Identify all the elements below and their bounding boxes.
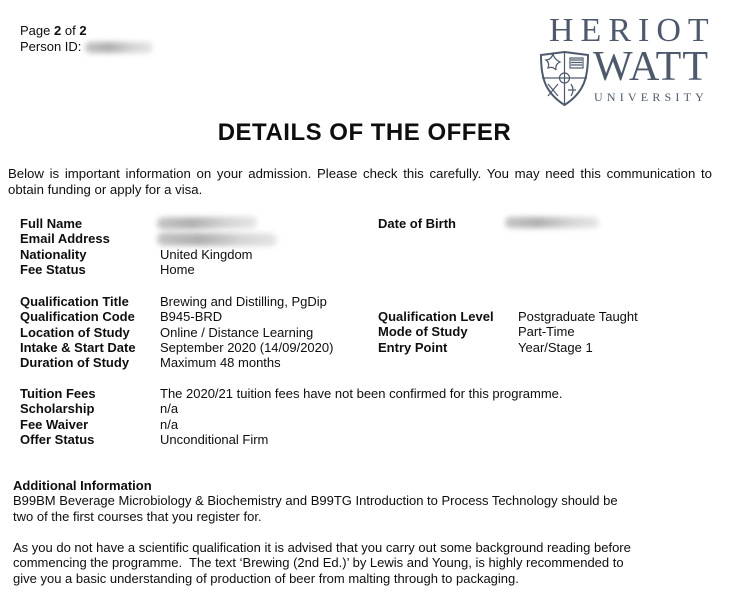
field-row-entry xyxy=(378,340,723,355)
personal-details-right-section xyxy=(378,216,718,231)
closing-paragraph xyxy=(13,540,718,586)
field-value: Unconditional Firm xyxy=(160,432,269,448)
field-value: United Kingdom xyxy=(160,246,253,262)
additional-info-heading: Additional Information xyxy=(13,478,152,493)
field-label: Offer Status xyxy=(20,432,95,448)
full-name-redacted-value xyxy=(157,216,257,229)
closing-line: give you a basic understanding of production of beer from malting through to packaging. xyxy=(13,570,519,586)
field-row-tuition xyxy=(20,386,720,401)
email-redacted-value xyxy=(157,233,277,247)
field-row-mode xyxy=(378,324,723,339)
field-label: Nationality xyxy=(20,246,87,262)
field-row-fee-waiver xyxy=(20,417,720,432)
person-id-label: Person ID: xyxy=(20,38,82,54)
field-label: Email Address xyxy=(20,231,110,247)
field-label: Mode of Study xyxy=(378,324,468,340)
field-row-duration xyxy=(20,355,370,370)
field-row-qualification-title xyxy=(20,294,370,309)
page-total: 2 xyxy=(79,23,87,38)
field-label: Qualification Level xyxy=(378,309,494,324)
field-row-intake xyxy=(20,340,370,355)
field-row-email xyxy=(20,231,365,246)
field-label: Tuition Fees xyxy=(20,386,96,401)
page-count-line xyxy=(20,23,153,39)
additional-info-line: B99BM Beverage Microbiology & Biochemistry and B99TG Introduction to Process Technology should be xyxy=(13,493,618,509)
field-value: Year/Stage 1 xyxy=(518,339,593,355)
logo-word-watt: WATT xyxy=(593,44,709,90)
field-row-full-name xyxy=(20,216,365,231)
field-value: Online / Distance Learning xyxy=(160,324,314,340)
field-label: Entry Point xyxy=(378,339,448,355)
university-logo xyxy=(538,12,722,110)
closing-line: As you do not have a scientific qualification it is advised that you carry out some background reading before xyxy=(13,540,631,555)
field-label: Fee Waiver xyxy=(20,416,89,432)
field-value: Brewing and Distilling, PgDip xyxy=(160,294,327,309)
person-id-redacted-value xyxy=(85,42,153,53)
closing-line: commencing the programme. The text ‘Brewing (2nd Ed.)’ by Lewis and Young, is highly recommended to xyxy=(13,555,624,571)
page-number: 2 xyxy=(54,23,62,38)
logo-word-university: UNIVERSITY xyxy=(594,90,708,104)
university-crest-icon xyxy=(538,50,591,108)
field-row-dob xyxy=(378,216,718,231)
intro-paragraph xyxy=(8,166,712,197)
personal-details-section xyxy=(20,216,365,277)
programme-details-section xyxy=(20,294,370,371)
field-label: Qualification Code xyxy=(20,309,135,325)
field-label: Duration of Study xyxy=(20,355,130,371)
field-value: Home xyxy=(160,262,195,278)
page-word: Page xyxy=(20,23,51,38)
field-label: Location of Study xyxy=(20,324,130,340)
document-title: DETAILS OF THE OFFER xyxy=(217,119,512,146)
dob-redacted-value xyxy=(505,217,599,228)
of-word: of xyxy=(64,23,76,38)
person-id-line xyxy=(20,39,153,55)
page-header-info xyxy=(20,23,153,54)
field-value: B945-BRD xyxy=(160,309,223,325)
programme-details-right-section xyxy=(378,309,723,355)
additional-info-line: two of the first courses that you register for. xyxy=(13,508,262,524)
field-label: Fee Status xyxy=(20,262,86,278)
field-row-fee-status xyxy=(20,262,365,277)
fees-section xyxy=(20,386,720,447)
field-label: Qualification Title xyxy=(20,294,129,309)
field-label: Date of Birth xyxy=(378,216,456,231)
field-value: Postgraduate Taught xyxy=(518,309,638,324)
field-value: Part-Time xyxy=(518,324,575,340)
field-label: Intake & Start Date xyxy=(20,340,136,356)
field-row-nationality xyxy=(20,247,365,262)
field-value: n/a xyxy=(160,401,179,417)
field-value: The 2020/21 tuition fees have not been confirmed for this programme. xyxy=(160,386,563,401)
field-value: September 2020 (14/09/2020) xyxy=(160,340,334,356)
additional-information-section xyxy=(13,478,718,524)
field-row-level xyxy=(378,309,723,324)
intro-line: Below is important information on your admission. Please check this carefully. You may need this communication to xyxy=(8,166,712,181)
field-row-location xyxy=(20,325,370,340)
field-label: Scholarship xyxy=(20,401,95,417)
field-row-offer-status xyxy=(20,432,720,447)
intro-line: obtain funding or apply for a visa. xyxy=(8,181,203,197)
field-label: Full Name xyxy=(20,216,83,231)
field-value: Maximum 48 months xyxy=(160,355,281,371)
logo-word-heriot: HERIOT xyxy=(549,12,716,49)
field-row-qualification-code xyxy=(20,309,370,324)
field-value: n/a xyxy=(160,416,179,432)
field-row-scholarship xyxy=(20,401,720,416)
